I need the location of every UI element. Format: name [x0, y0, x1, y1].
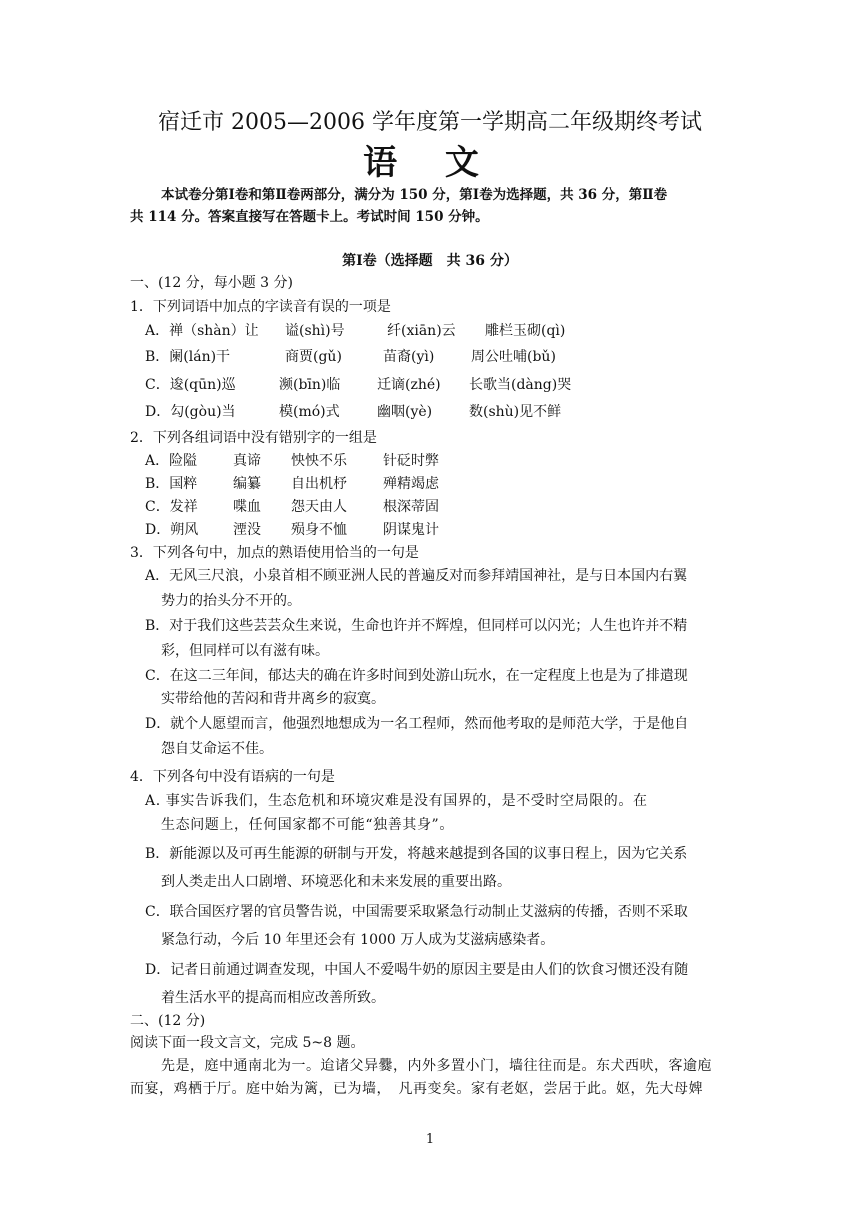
q3-option-c-line2: 实带给他的苦闷和背井离乡的寂寞。: [161, 691, 385, 707]
q2-c-3: 怨天由人: [291, 499, 347, 515]
page-number: 1: [425, 1132, 435, 1147]
exam-title: 宿迁市 2005—2006 学年度第一学期高二年级期终考试: [158, 110, 702, 135]
q2-a-2: 真谛: [233, 453, 261, 469]
q3-option-b-line1: B．对于我们这些芸芸众生来说，生命也许并不辉煌，但同样可以闪光；人生也许并不精: [145, 618, 688, 634]
q1-c-1: C．逡(qūn)巡: [145, 377, 236, 393]
q1-b-4: 周公吐哺(bǔ): [471, 349, 556, 365]
q1-c-3: 迁谪(zhé): [377, 377, 441, 393]
q1-d-1: D．勾(gòu)当: [145, 404, 236, 420]
q2-c-2: 喋血: [233, 499, 261, 515]
q2-d-2: 湮没: [233, 522, 261, 538]
intro-line-1: 本试卷分第Ⅰ卷和第Ⅱ卷两部分，满分为 150 分，第Ⅰ卷为选择题，共 36 分，第Ⅱ卷: [161, 187, 668, 203]
q3-option-d-line2: 怨自艾命运不佳。: [161, 741, 273, 757]
q4-stem: 4．下列各句中没有语病的一句是: [130, 769, 335, 785]
intro-line-2: 共 114 分。答案直接写在答题卡上。考试时间 150 分钟。: [130, 209, 489, 225]
q3-option-c-line1: C．在这二三年间，郁达夫的确在许多时间到处游山玩水，在一定程度上也是为了排遣现: [145, 668, 688, 684]
q1-option-c: [145, 375, 571, 395]
q3-stem: 3．下列各句中，加点的熟语使用恰当的一句是: [130, 545, 419, 561]
q1-d-4: 数(shù)见不鲜: [469, 404, 562, 420]
q2-c-1: C．发祥: [145, 499, 198, 515]
q1-option-b: [145, 347, 556, 367]
q4-option-b-line1: B．新能源以及可再生能源的研制与开发，将越来越提到各国的议事日程上，因为它关系: [145, 846, 688, 862]
q3-option-d-line1: D．就个人愿望而言，他强烈地想成为一名工程师，然而他考取的是师范大学，于是他自: [145, 716, 689, 732]
q1-b-1: B．阑(lán)干: [145, 349, 231, 365]
q1-option-d: [145, 402, 561, 422]
q1-option-a: [145, 321, 565, 341]
q2-b-4: 殚精竭虑: [383, 476, 439, 492]
q2-a-3: 怏怏不乐: [291, 453, 347, 469]
q2-option-c: [145, 497, 439, 517]
q1-c-4: 长歌当(dàng)哭: [469, 377, 572, 393]
classical-text-line2: 而宴，鸡栖于厅。庭中始为篱，已为墙， 凡再变矣。家有老妪，尝居于此。妪，先大母婢: [130, 1081, 703, 1097]
q1-stem: 1．下列词语中加点的字读音有误的一项是: [130, 299, 391, 315]
q2-stem: 2．下列各组词语中没有错别字的一组是: [130, 430, 377, 446]
q1-b-2: 商贾(gǔ): [285, 349, 342, 365]
q2-d-1: D．朔风: [145, 522, 199, 538]
q1-a-4: 雕栏玉砌(qì): [485, 323, 566, 339]
q2-b-2: 编纂: [233, 476, 261, 492]
q1-c-2: 濒(bīn)临: [279, 377, 341, 393]
q2-d-4: 阴谋鬼计: [383, 522, 439, 538]
q2-d-3: 殒身不恤: [291, 522, 347, 538]
q4-option-d-line1: D．记者日前通过调查发现，中国人不爱喝牛奶的原因主要是由人们的饮食习惯还没有随: [145, 962, 689, 978]
q4-option-b-line2: 到人类走出人口剧增、环境恶化和未来发展的重要出路。: [161, 874, 511, 890]
q1-b-3: 苗裔(yì): [383, 349, 435, 365]
q3-option-b-line2: 彩，但同样可以有滋有味。: [161, 643, 329, 659]
q1-d-3: 幽咽(yè): [377, 404, 433, 420]
part-two-heading: 二、(12 分): [130, 1013, 206, 1029]
q2-option-d: [145, 520, 439, 540]
q3-option-a-line2: 势力的抬头分不开的。: [161, 593, 301, 609]
q1-a-1: A．禅（shàn）让: [145, 323, 259, 339]
q2-c-4: 根深蒂固: [383, 499, 439, 515]
q4-option-d-line2: 着生活水平的提高而相应改善所致。: [161, 990, 385, 1006]
q2-b-1: B．国粹: [145, 476, 198, 492]
classical-text-line1: 先是，庭中通南北为一。迨诸父异爨，内外多置小门，墙往往而是。东犬西吠，客逾庖: [161, 1058, 712, 1074]
q1-a-2: 谥(shì)号: [285, 323, 345, 339]
reading-instructions: 阅读下面一段文言文，完成 5~8 题。: [130, 1035, 365, 1051]
q4-option-c-line2: 紧急行动，今后 10 年里还会有 1000 万人成为艾滋病感染者。: [161, 932, 555, 948]
q4-option-c-line1: C．联合国医疗署的官员警告说，中国需要采取紧急行动制止艾滋病的传播，否则不采取: [145, 904, 688, 920]
part-one-heading: 一、(12 分，每小题 3 分): [130, 275, 293, 291]
q1-a-3: 纤(xiān)云: [387, 323, 456, 339]
section-heading: 第Ⅰ卷（选择题 共 36 分）: [342, 253, 518, 269]
q2-a-4: 针砭时弊: [383, 453, 439, 469]
q2-a-1: A．险隘: [145, 453, 198, 469]
q4-option-a-line1: A. 事实告诉我们，生态危机和环境灾难是没有国界的，是不受时空局限的。在: [145, 793, 648, 809]
q3-option-a-line1: A．无风三尺浪，小泉首相不顾亚洲人民的普遍反对而参拜靖国神社，是与日本国内右翼: [145, 568, 688, 584]
q4-option-a-line2: 生态问题上，任何国家都不可能“独善其身”。: [161, 817, 454, 833]
q2-b-3: 自出机杼: [291, 476, 347, 492]
q2-option-b: [145, 474, 439, 494]
q1-d-2: 模(mó)式: [279, 404, 340, 420]
subject-title: 语 文: [363, 143, 497, 183]
q2-option-a: [145, 451, 439, 471]
